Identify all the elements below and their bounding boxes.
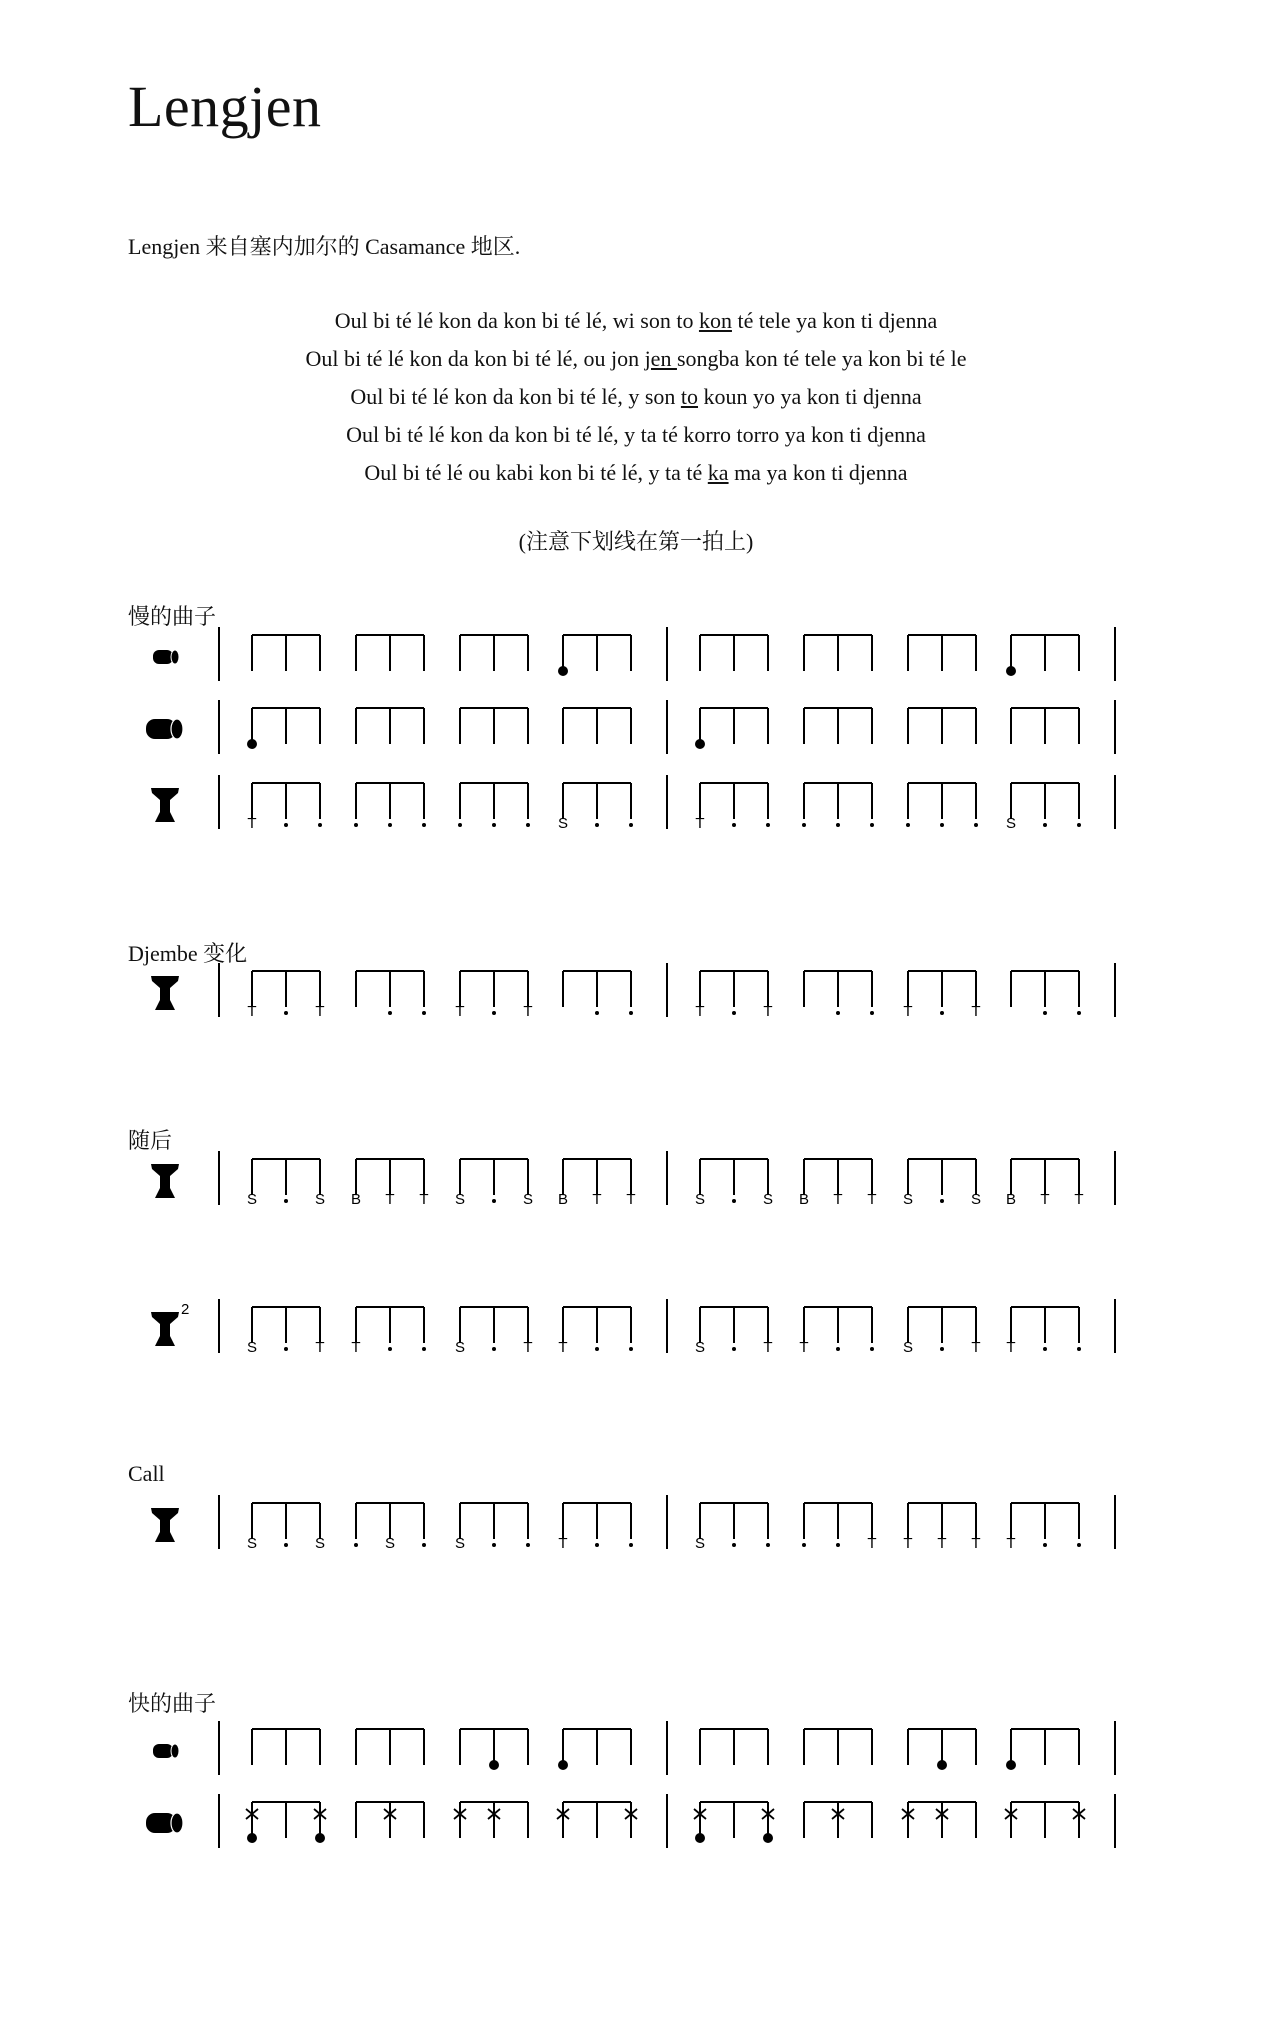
stroke-letter: T (592, 1191, 602, 1208)
stroke-letter: B (798, 1191, 810, 1208)
stroke-letter: S (246, 1535, 258, 1552)
stroke-letter: S (522, 1191, 534, 1208)
stroke-letter: S (694, 1191, 706, 1208)
rest-dot (526, 823, 530, 827)
lyric-segment: koun yo ya kon ti djenna (698, 384, 922, 409)
stroke-letter: T (695, 815, 705, 832)
rest-dot (836, 1543, 840, 1547)
rest-dot (1077, 1011, 1081, 1015)
bell-dot (315, 1833, 325, 1843)
stroke-letter: S (1005, 815, 1017, 832)
stroke-letter: T (558, 1535, 568, 1552)
rest-dot (870, 1011, 874, 1015)
lyric-segment: Oul bi té lé kon da kon bi té lé, wi son to (334, 308, 699, 333)
rest-dot (284, 1543, 288, 1547)
rest-dot (492, 1199, 496, 1203)
rest-dot (802, 823, 806, 827)
stroke-letter: T (833, 1191, 843, 1208)
rest-dot (1043, 823, 1047, 827)
stroke-letter: T (523, 1003, 533, 1020)
stroke-letter: T (351, 1339, 361, 1356)
dundun-drumhead (171, 1813, 183, 1833)
rest-dot (940, 1011, 944, 1015)
rest-dot (940, 823, 944, 827)
rest-dot (595, 1347, 599, 1351)
rest-dot (1077, 823, 1081, 827)
stroke-letter: B (1005, 1191, 1017, 1208)
rest-dot (595, 1011, 599, 1015)
stroke-letter: T (763, 1339, 773, 1356)
lyric-segment: Oul bi té lé ou kabi kon bi té lé, y ta té (364, 460, 708, 485)
stroke-letter: T (247, 815, 257, 832)
stroke-letter: S (762, 1191, 774, 1208)
djembe-number-label: 2 (181, 1301, 190, 1318)
rest-dot (422, 1011, 426, 1015)
rest-dot (284, 823, 288, 827)
bell-dot (937, 1760, 947, 1770)
rest-dot (836, 1011, 840, 1015)
stroke-letter: S (246, 1339, 258, 1356)
rest-dot (284, 1011, 288, 1015)
rest-dot (732, 1347, 736, 1351)
rest-dot (870, 823, 874, 827)
rest-dot (526, 1543, 530, 1547)
stroke-letter: S (314, 1535, 326, 1552)
rest-dot (732, 1011, 736, 1015)
stroke-letter: S (902, 1339, 914, 1356)
rest-dot (629, 1543, 633, 1547)
stroke-letter: T (867, 1191, 877, 1208)
stroke-letter: S (970, 1191, 982, 1208)
rest-dot (595, 1543, 599, 1547)
rest-dot (422, 823, 426, 827)
section-heading-slow: 慢的曲子 (128, 604, 217, 629)
rest-dot (492, 1347, 496, 1351)
rest-dot (388, 1011, 392, 1015)
section-heading-call: Call (128, 1461, 165, 1486)
rest-dot (766, 1543, 770, 1547)
page-title: Lengjen (128, 74, 322, 139)
rest-dot (1077, 1347, 1081, 1351)
rest-dot (422, 1347, 426, 1351)
rest-dot (354, 823, 358, 827)
kenkeni-drumhead (171, 1744, 179, 1758)
stroke-letter: S (557, 815, 569, 832)
stroke-letter: S (454, 1339, 466, 1356)
rest-dot (629, 1011, 633, 1015)
kenkeni-drumhead (171, 650, 179, 664)
stroke-letter: S (902, 1191, 914, 1208)
underline-note: (注意下划线在第一拍上) (518, 529, 754, 554)
rest-dot (492, 1011, 496, 1015)
lyric-underlined-syllable: kon (698, 308, 732, 333)
stroke-letter: T (315, 1339, 325, 1356)
rest-dot (940, 1347, 944, 1351)
lyric-segment: Oul bi té lé kon da kon bi té lé, ou jon (305, 346, 645, 371)
stroke-letter: T (1074, 1191, 1084, 1208)
stroke-letter: T (1006, 1339, 1016, 1356)
rest-dot (318, 823, 322, 827)
djembe-icon (151, 976, 179, 1010)
stroke-letter: T (455, 1003, 465, 1020)
stroke-letter: T (971, 1535, 981, 1552)
stroke-letter: T (558, 1339, 568, 1356)
rest-dot (836, 1347, 840, 1351)
rest-dot (766, 823, 770, 827)
bell-dot (1006, 1760, 1016, 1770)
djembe-icon (151, 1312, 179, 1346)
stroke-letter: S (694, 1535, 706, 1552)
stroke-letter: T (247, 1003, 257, 1020)
section-heading-then: 随后 (128, 1128, 173, 1153)
rest-dot (1043, 1347, 1047, 1351)
stroke-letter: T (523, 1339, 533, 1356)
bell-dot (489, 1760, 499, 1770)
rest-dot (284, 1199, 288, 1203)
rest-dot (458, 823, 462, 827)
djembe-icon (151, 1164, 179, 1198)
lyric-underlined-syllable: jen (644, 346, 677, 371)
rest-dot (1043, 1011, 1047, 1015)
bell-dot (763, 1833, 773, 1843)
rest-dot (354, 1543, 358, 1547)
stroke-letter: S (384, 1535, 396, 1552)
section-heading-djembe-variation: Djembe 变化 (128, 941, 248, 966)
lyric-underlined-syllable: ka (707, 460, 729, 485)
rest-dot (870, 1347, 874, 1351)
rest-dot (388, 1347, 392, 1351)
section-heading-fast: 快的曲子 (128, 1691, 217, 1716)
rest-dot (629, 1347, 633, 1351)
rest-dot (1043, 1543, 1047, 1547)
bell-dot (247, 1833, 257, 1843)
kenkeni-icon (153, 1744, 173, 1758)
stroke-letter: T (903, 1535, 913, 1552)
stroke-letter: T (1006, 1535, 1016, 1552)
djembe-icon (151, 788, 179, 822)
bell-dot (247, 739, 257, 749)
intro-text: Lengjen 来自塞内加尔的 Casamance 地区. (128, 234, 521, 259)
kenkeni-icon (153, 650, 173, 664)
stroke-letter: T (799, 1339, 809, 1356)
lyric-segment: ma ya kon ti djenna (728, 460, 908, 485)
rest-dot (422, 1543, 426, 1547)
stroke-letter: T (937, 1535, 947, 1552)
rest-dot (940, 1199, 944, 1203)
dundun-drumhead (171, 719, 183, 739)
lyric-segment: Oul bi té lé kon da kon bi té lé, y son (350, 384, 681, 409)
rest-dot (974, 823, 978, 827)
stroke-letter: T (695, 1003, 705, 1020)
rest-dot (284, 1347, 288, 1351)
stroke-letter: T (971, 1339, 981, 1356)
rest-dot (492, 1543, 496, 1547)
rest-dot (836, 823, 840, 827)
bell-dot (558, 666, 568, 676)
lyric-underlined-syllable: to (680, 384, 699, 409)
stroke-letter: T (315, 1003, 325, 1020)
bell-dot (695, 1833, 705, 1843)
stroke-letter: T (1040, 1191, 1050, 1208)
rest-dot (732, 823, 736, 827)
lyric-segment: songba kon té tele ya kon bi té le (676, 346, 967, 371)
lyric-segment: Oul bi té lé kon da kon bi té lé, y ta té korro torro ya kon ti djenna (346, 422, 926, 447)
bell-dot (1006, 666, 1016, 676)
stroke-letter: T (903, 1003, 913, 1020)
rest-dot (732, 1543, 736, 1547)
rest-dot (629, 823, 633, 827)
stroke-letter: B (557, 1191, 569, 1208)
stroke-letter: T (971, 1003, 981, 1020)
rest-dot (732, 1199, 736, 1203)
djembe-icon (151, 1508, 179, 1542)
stroke-letter: T (385, 1191, 395, 1208)
rest-dot (906, 823, 910, 827)
lyric-segment: té tele ya kon ti djenna (731, 308, 938, 333)
stroke-letter: S (454, 1535, 466, 1552)
stroke-letter: B (350, 1191, 362, 1208)
stroke-letter: T (867, 1535, 877, 1552)
stroke-letter: T (763, 1003, 773, 1020)
stroke-letter: S (454, 1191, 466, 1208)
rest-dot (595, 823, 599, 827)
rest-dot (802, 1543, 806, 1547)
stroke-letter: T (626, 1191, 636, 1208)
stroke-letter: S (314, 1191, 326, 1208)
rest-dot (492, 823, 496, 827)
bell-dot (558, 1760, 568, 1770)
stroke-letter: S (694, 1339, 706, 1356)
bell-dot (695, 739, 705, 749)
rest-dot (388, 823, 392, 827)
rest-dot (1077, 1543, 1081, 1547)
stroke-letter: T (419, 1191, 429, 1208)
stroke-letter: S (246, 1191, 258, 1208)
